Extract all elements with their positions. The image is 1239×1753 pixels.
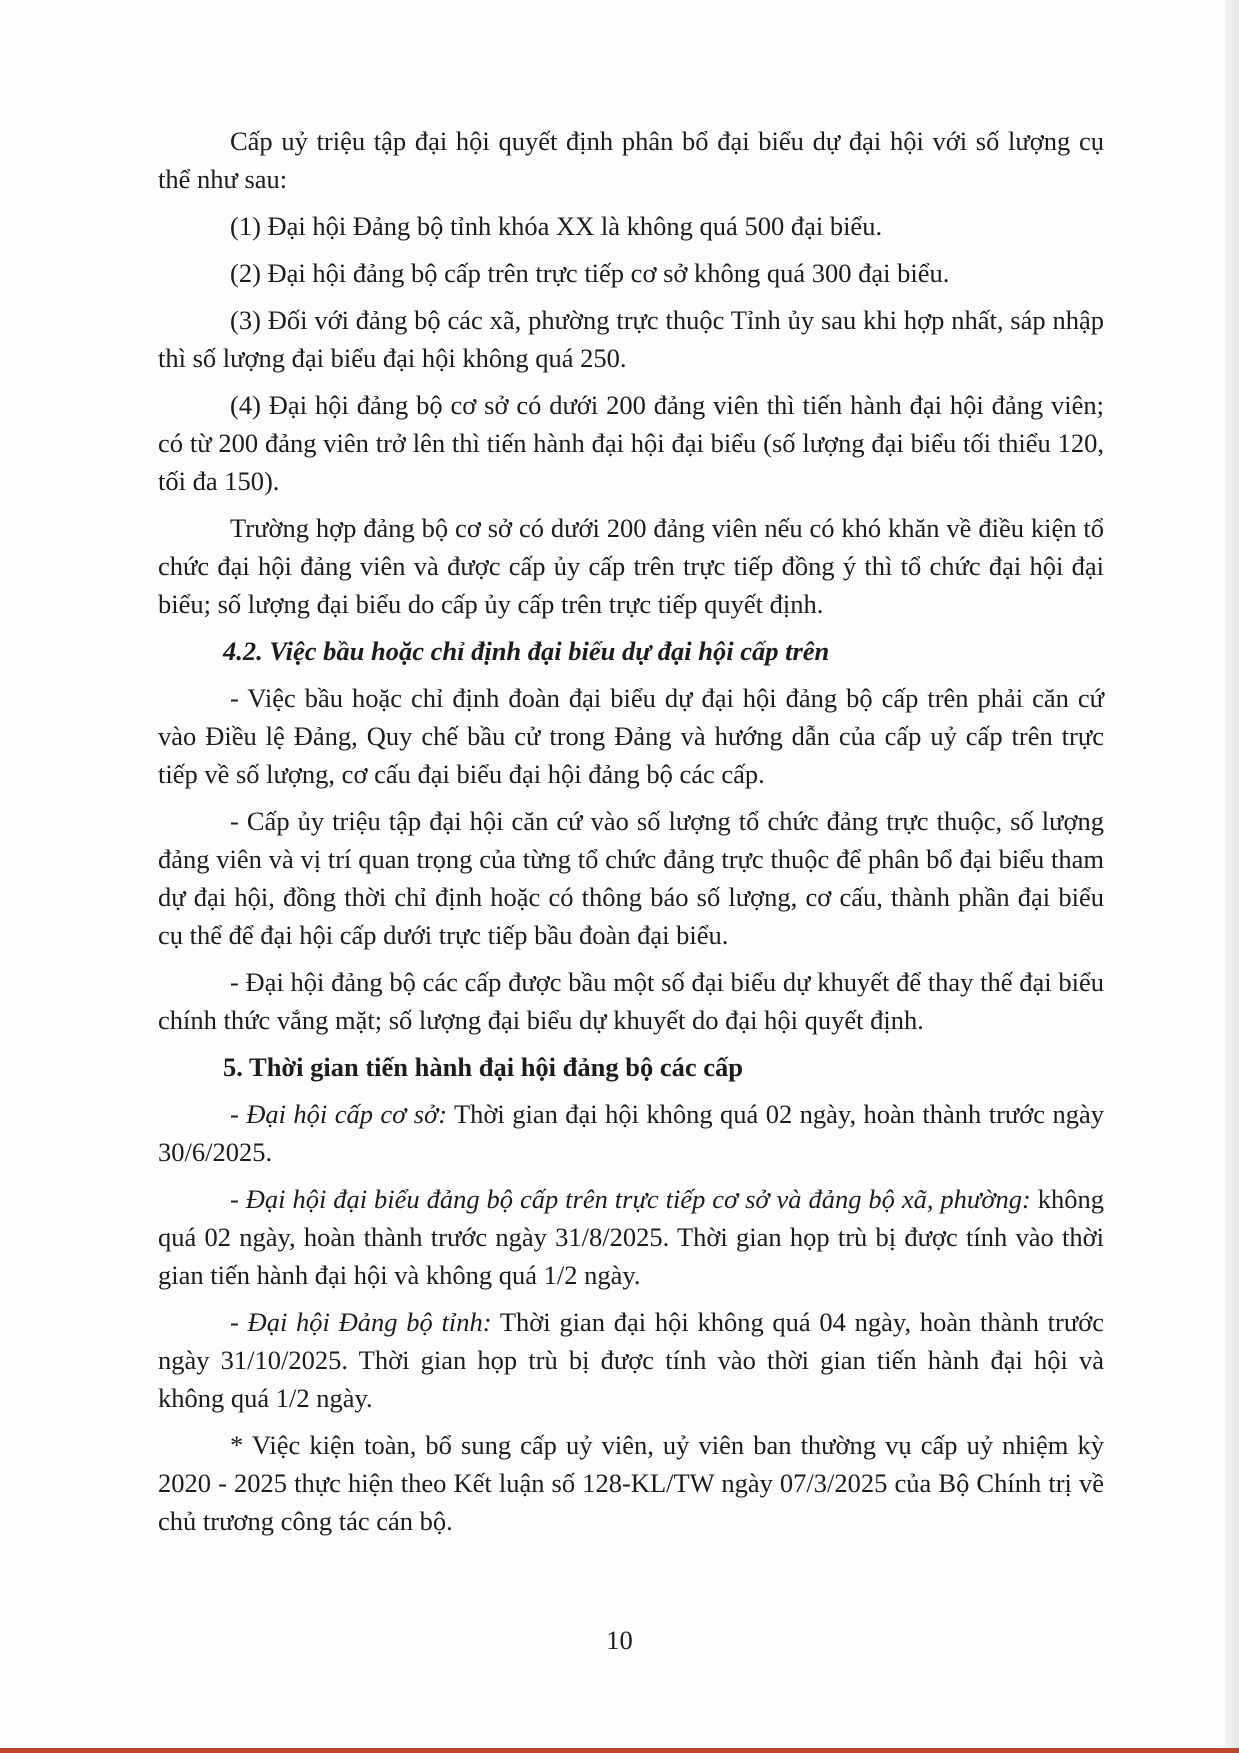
item-text: Thời gian đại hội không quá 04 ngày, hoàn thành trước ngày 31/10/2025. Thời gian họp trù bị được tính vào thời gian tiến hành đại hội và không quá 1/2 ngày.	[158, 1307, 1104, 1413]
page-number: 10	[606, 1625, 633, 1655]
section-4-2-item-3: - Đại hội đảng bộ các cấp được bầu một số đại biểu dự khuyết để thay thế đại biểu chính thức vắng mặt; số lượng đại biểu dự khuyết do đại hội quyết định.	[158, 967, 1104, 1035]
item-lead: - Đại hội đại biểu đảng bộ cấp trên trực tiếp cơ sở và đảng bộ xã, phường:	[230, 1184, 1031, 1214]
item-text: không quá 02 ngày, hoàn thành trước ngày 31/8/2025. Thời gian họp trù bị được tính vào thời gian tiến hành đại hội và không quá 1/2 ngày.	[158, 1184, 1104, 1290]
scan-edge-right	[1225, 0, 1239, 1753]
paragraph-exception: Trường hợp đảng bộ cơ sở có dưới 200 đảng viên nếu có khó khăn về điều kiện tổ chức đại hội đảng viên và được cấp ủy cấp trên trực tiếp đồng ý thì tổ chức đại hội đại biểu; số lượng đại biểu do cấp ủy cấp trên trực tiếp quyết định.	[158, 513, 1104, 619]
scan-edge-bottom	[0, 1748, 1239, 1753]
item-text: Thời gian đại hội không quá 02 ngày, hoàn thành trước ngày 30/6/2025.	[158, 1099, 1104, 1167]
paragraph-intro: Cấp uỷ triệu tập đại hội quyết định phân bổ đại biểu dự đại hội với số lượng cụ thể như sau:	[158, 126, 1104, 194]
section-heading-4-2: 4.2. Việc bầu hoặc chỉ định đại biểu dự đại hội cấp trên	[223, 636, 830, 666]
section-4-2-item-2: - Cấp ủy triệu tập đại hội căn cứ vào số lượng tổ chức đảng trực thuộc, số lượng đảng viên và vị trí quan trọng của từng tổ chức đảng trực thuộc để phân bổ đại biểu tham dự đại hội, đồng thời chỉ định hoặc có thông báo số lượng, cơ cấu, thành phần đại biểu cụ thể để đại hội cấp dưới trực tiếp bầu đoàn đại biểu.	[158, 806, 1104, 950]
list-item-4: (4) Đại hội đảng bộ cơ sở có dưới 200 đảng viên thì tiến hành đại hội đảng viên; có từ 200 đảng viên trở lên thì tiến hành đại hội đại biểu (số lượng đại biểu tối thiểu 120, tối đa 150).	[158, 390, 1104, 496]
section-5-item-3	[158, 1303, 1104, 1417]
section-4-2-item-1: - Việc bầu hoặc chỉ định đoàn đại biểu dự đại hội đảng bộ cấp trên phải căn cứ vào Điều lệ Đảng, Quy chế bầu cử trong Đảng và hướng dẫn của cấp uỷ cấp trên trực tiếp về số lượng, cơ cấu đại biểu đại hội đảng bộ các cấp.	[158, 683, 1104, 789]
section-5-item-2	[158, 1180, 1104, 1294]
section-5-item-1	[158, 1095, 1104, 1171]
list-item-3: (3) Đối với đảng bộ các xã, phường trực thuộc Tỉnh ủy sau khi hợp nhất, sáp nhập thì số lượng đại biểu đại hội không quá 250.	[158, 305, 1104, 373]
list-item-1: (1) Đại hội Đảng bộ tỉnh khóa XX là không quá 500 đại biểu.	[230, 211, 883, 241]
list-item-2: (2) Đại hội đảng bộ cấp trên trực tiếp cơ sở không quá 300 đại biểu.	[230, 258, 950, 288]
document-body	[158, 122, 1104, 1540]
note-paragraph: * Việc kiện toàn, bổ sung cấp uỷ viên, uỷ viên ban thường vụ cấp uỷ nhiệm kỳ 2020 - 2025 thực hiện theo Kết luận số 128-KL/TW ngày 07/3/2025 của Bộ Chính trị về chủ trương công tác cán bộ.	[158, 1430, 1104, 1536]
item-lead: - Đại hội cấp cơ sở:	[230, 1099, 448, 1129]
item-lead: - Đại hội Đảng bộ tỉnh:	[230, 1307, 492, 1337]
section-heading-5: 5. Thời gian tiến hành đại hội đảng bộ các cấp	[223, 1052, 744, 1082]
